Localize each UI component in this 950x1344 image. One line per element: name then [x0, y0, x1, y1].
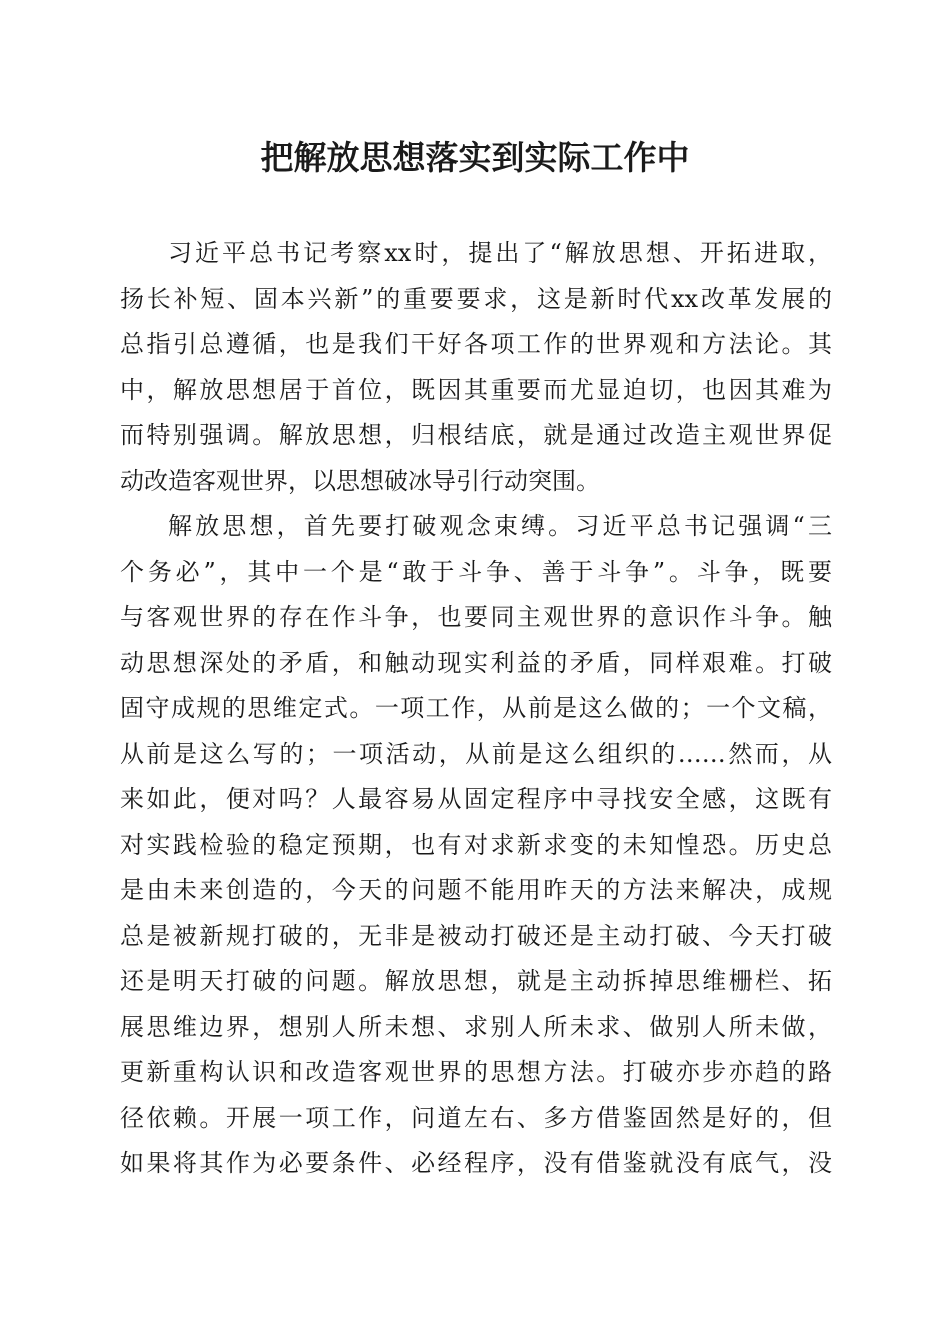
- text-line: 对实践检验的稳定预期，也有对求新求变的未知惶恐。历史总: [120, 830, 832, 859]
- text-line: 还是明天打破的问题。解放思想，就是主动拆掉思维栅栏、拓: [120, 967, 832, 995]
- text-line: 与客观世界的存在作斗争，也要同主观世界的意识作斗争。触: [120, 603, 832, 631]
- text-line: 从前是这么写的；一项活动，从前是这么组织的……然而，从: [120, 739, 832, 768]
- text-line: 解放思想，首先要打破观念束缚。习近平总书记强调“三: [168, 512, 832, 540]
- text-line: 个务必”，其中一个是“敢于斗争、善于斗争”。斗争，既要: [120, 557, 832, 586]
- text-line: 习近平总书记考察xx时，提出了“解放思想、开拓进取，: [168, 239, 832, 267]
- text-line: 动思想深处的矛盾，和触动现实利益的矛盾，同样艰难。打破: [120, 648, 832, 677]
- text-line: 总指引总遵循，也是我们干好各项工作的世界观和方法论。其: [120, 330, 832, 358]
- text-line: 中，解放思想居于首位，既因其重要而尤显迫切，也因其难为: [120, 375, 832, 404]
- text-line: 如果将其作为必要条件、必经程序，没有借鉴就没有底气，没: [120, 1149, 832, 1177]
- text-line: 固守成规的思维定式。一项工作，从前是这么做的；一个文稿，: [120, 694, 832, 722]
- text-line: 是由未来创造的，今天的问题不能用昨天的方法来解决，成规: [120, 876, 832, 904]
- paragraph-1: [120, 231, 832, 504]
- text-line: 扬长补短、固本兴新”的重要要求，这是新时代xx改革发展的: [120, 284, 832, 313]
- document-title: 把解放思想落实到实际工作中: [260, 138, 690, 177]
- document-body: [120, 231, 832, 1187]
- text-line: 而特别强调。解放思想，归根结底，就是通过改造主观世界促: [120, 421, 832, 449]
- paragraph-2: [120, 504, 832, 1187]
- text-line: 动改造客观世界，以思想破冰导引行动突围。: [120, 466, 600, 495]
- text-line: 径依赖。开展一项工作，问道左右、多方借鉴固然是好的，但: [120, 1103, 832, 1132]
- text-line: 更新重构认识和改造客观世界的思想方法。打破亦步亦趋的路: [120, 1058, 832, 1086]
- text-line: 展思维边界，想别人所未想、求别人所未求、做别人所未做，: [120, 1012, 832, 1041]
- text-line: 总是被新规打破的，无非是被动打破还是主动打破、今天打破: [120, 921, 832, 950]
- text-line: 来如此，便对吗？人最容易从固定程序中寻找安全感，这既有: [120, 785, 832, 813]
